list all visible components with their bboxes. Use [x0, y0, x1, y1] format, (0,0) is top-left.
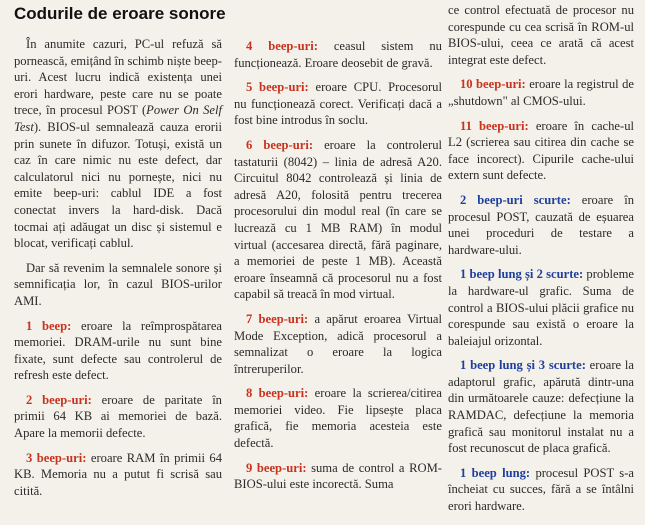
code-8-beeps	[234, 385, 442, 451]
code-label: 1 beep lung și 3 scurte:	[460, 358, 586, 373]
code-2-short-beeps	[448, 192, 634, 258]
continued-text: ce control efectuată de procesor nu corespunde cu cea scrisă în ROM-ul BIOS-ului, ceea ce arată că acest integrat este defect.	[448, 3, 634, 67]
code-label: 4 beep-uri:	[246, 39, 318, 53]
code-5-beeps	[234, 79, 442, 129]
code-label: 11 beep-uri:	[460, 118, 529, 133]
code-label: 9 beep-uri:	[246, 460, 307, 475]
code-label: 3 beep-uri:	[26, 450, 87, 465]
code-label: 7 beep-uri:	[246, 311, 309, 326]
code-description: eroare la adaptorul grafic, apărută dintr-una din următoarele cauze: defecțiune la RAMDAC, defecțiune la memoria grafică sau monitorul instalat nu a fost recunoscut de placa grafică.	[448, 358, 634, 456]
code-4-beeps	[234, 38, 442, 71]
code-1-long-3-short	[448, 357, 634, 457]
code-description: procesul POST s-a încheiat cu succes, fără a se întâlni erori hardware.	[448, 465, 634, 514]
code-1-long	[448, 465, 634, 515]
code-11-beeps	[448, 118, 634, 184]
code-label: 1 beep lung:	[460, 465, 531, 480]
intro-text: În anumite cazuri, PC-ul refuză să pornească, emițând în schimb niște beep-uri. Acest lucru indică existența unei erori hardware, peste care nu se poate trece, în procesul POST (	[14, 37, 222, 118]
code-description: eroare la registrul de „shutdown" al CMOS-ului.	[448, 77, 634, 108]
code-1-long-2-short	[448, 266, 634, 349]
code-label: 2 beep-uri scurte:	[460, 192, 571, 207]
code-description: suma de control a ROM-BIOS-ului este incorectă. Suma	[234, 460, 442, 492]
code-label: 8 beep-uri:	[246, 386, 309, 401]
code-description: eroare de paritate în primii 64 KB ai memoriei de bază. Apare la memorii defecte.	[14, 392, 222, 441]
column-1	[14, 36, 222, 507]
code-1-beep	[14, 318, 222, 384]
code-description: eroare la controlerul tastaturii (8042) – linia de adresă A20. Circuitul 8042 controlează și linia de adresă A20, folosită pentru trecerea procesorului din modul real (în care se lucrează cu 1 MB RAM) în modul virtual (accesarea directă, fără paginare, a memoriei de peste 1 MB). Această eroare înseamnă că procesorul nu a fost capabil să treacă în mod virtual.	[234, 137, 442, 302]
post-term: Power On Self Test	[14, 103, 222, 134]
code-label: 6 beep-uri:	[246, 137, 314, 152]
code-description: eroare RAM în primii 64 KB. Memoria nu a putut fi scrisă sau citită.	[14, 450, 222, 498]
column-2	[234, 38, 442, 501]
code-description: eroare la scrierea/citirea memoriei video. Fie lipsește placa grafică, fie memoria acesteia este defectă.	[234, 386, 442, 451]
column-3	[448, 2, 634, 523]
code-label: 2 beep-uri:	[26, 392, 92, 407]
code-label: 10 beep-uri:	[460, 77, 526, 92]
code-9-beeps	[234, 460, 442, 493]
code-6-beeps	[234, 137, 442, 303]
code-10-beeps	[448, 76, 634, 109]
code-3-beeps	[14, 450, 222, 500]
code-description: a apărut eroarea Virtual Mode Exception, adică procesorul a semnalizat o eroare la logica întreruperilor.	[234, 311, 442, 376]
code-description: eroare la reîmprospătarea memoriei. DRAM-urile nu sunt bine fixate, sunt defecte sau controlerul de refresh este defect.	[14, 318, 222, 383]
code-description: probleme la hardware-ul grafic. Suma de control a BIOS-ului plăcii grafice nu corespunde sau există o eroare la baleiajul orizontal.	[448, 267, 634, 348]
code-label: 1 beep lung și 2 scurte:	[460, 267, 584, 282]
code-description: eroare CPU. Procesorul nu funcționează corect. Verificați dacă a fost bine introdus în soclu.	[234, 80, 442, 128]
code-description: eroare în procesul POST, cauzată de eșuarea unei proceduri de testare a hardware-ului.	[448, 192, 634, 257]
intro-text-end: ). BIOS-ul semnalează cauza erorii prin sunete în difuzor. Totuși, există un caz în care nimic nu este defect, dar calculatorul nici nu pornește, nici nu emite beep-uri: cablul IDE a fost conectat invers la hard-disk. Dacă tocmai ați adăugat un disc și sistemul e blocat, verificați cablul.	[14, 119, 222, 251]
code-description: eroare în cache-ul L2 (scrierea sau citirea din cache se face incorect). Cipurile cache-ului extern sunt defecte.	[448, 118, 634, 183]
paragraph-ami: Dar să revenim la semnalele sonore și semnificația lor, în cazul BIOS-urilor AMI.	[14, 260, 222, 308]
article-title: Codurile de eroare sonore	[14, 4, 226, 23]
code-description: ceasul sistem nu funcționează. Eroare deosebit de gravă.	[234, 39, 442, 70]
intro-paragraph	[14, 36, 222, 252]
code-label: 1 beep:	[26, 318, 72, 333]
code-label: 5 beep-uri:	[246, 80, 309, 95]
code-7-beeps	[234, 311, 442, 377]
code-2-beeps	[14, 392, 222, 442]
